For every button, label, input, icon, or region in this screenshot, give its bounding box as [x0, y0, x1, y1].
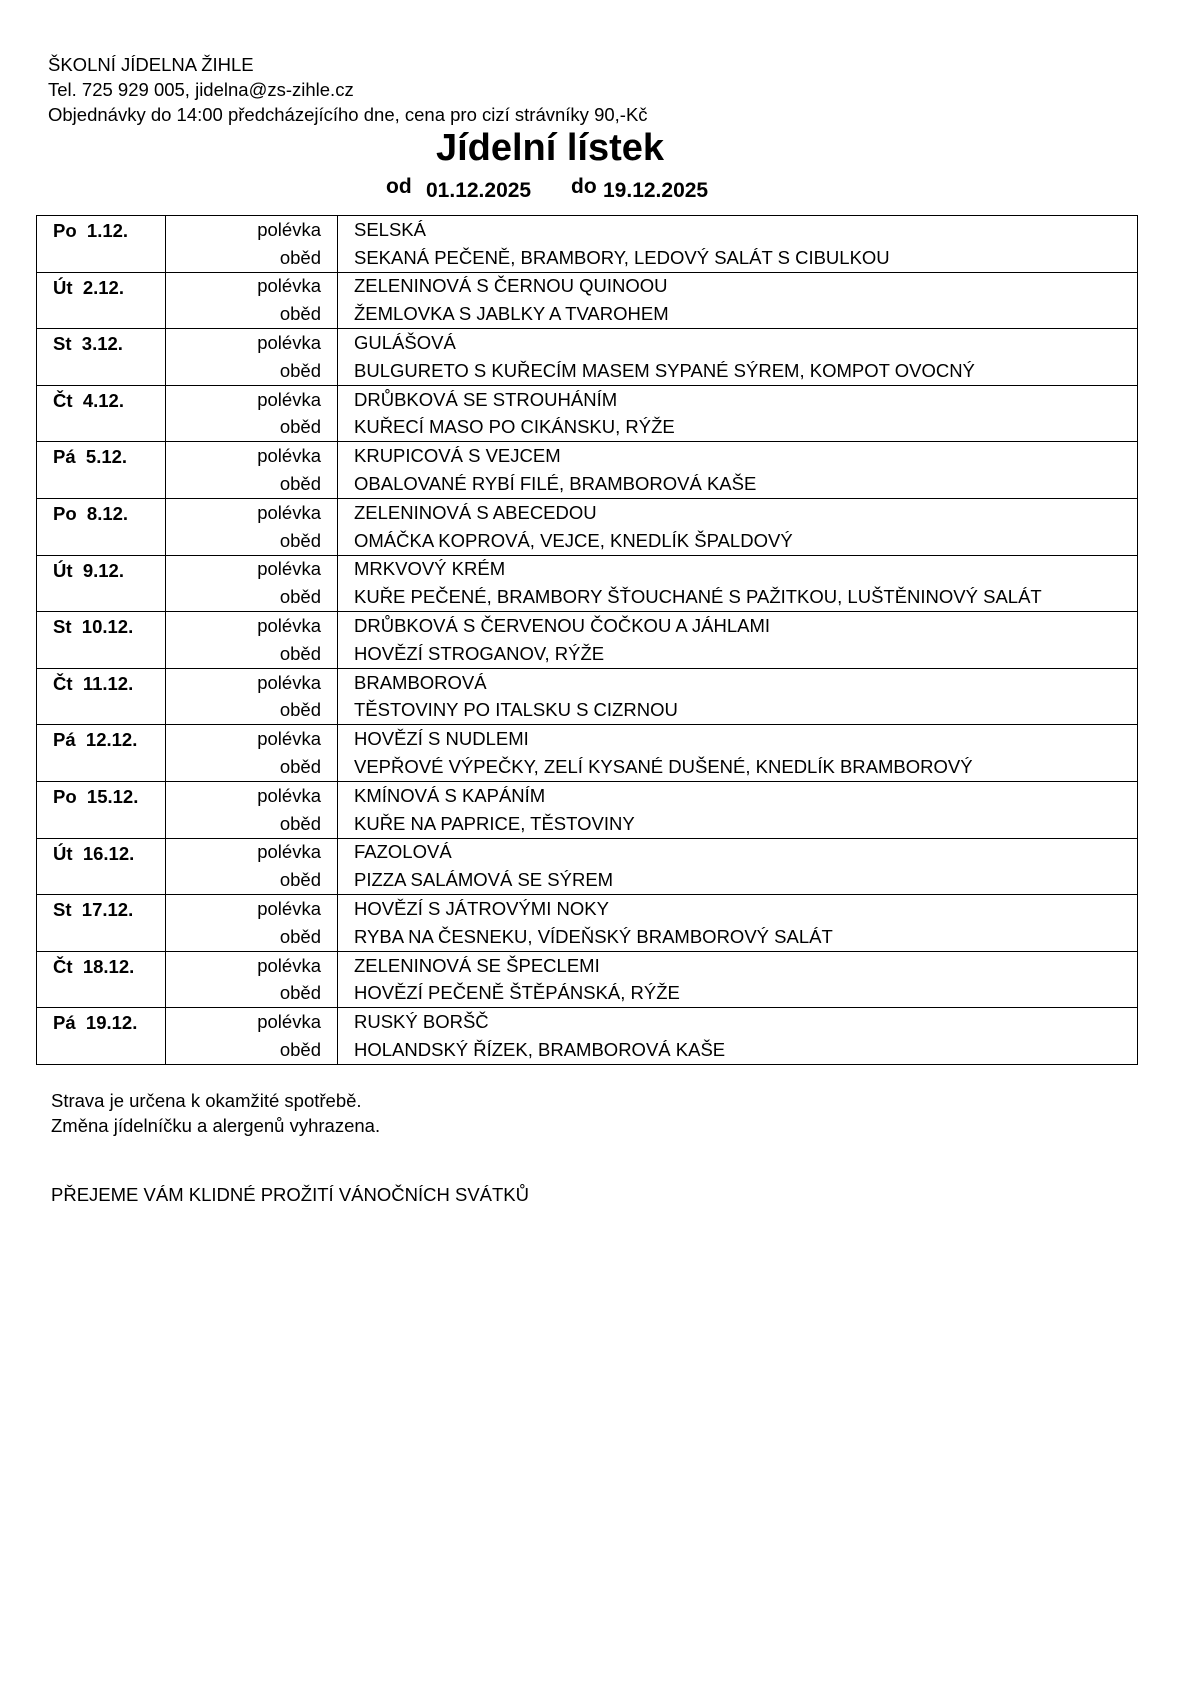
day-cell: [37, 272, 166, 329]
day-cell: [37, 612, 166, 669]
day-cell: [37, 781, 166, 838]
order-info: Objednávky do 14:00 předcházejícího dne, cena pro cizí strávníky 90,-Kč: [48, 104, 648, 125]
lunch-dish: KUŘECÍ MASO PO CIKÁNSKU, RÝŽE: [338, 414, 1138, 442]
day-cell: [37, 498, 166, 555]
lunch-label: oběd: [166, 980, 338, 1008]
lunch-dish: PIZZA SALÁMOVÁ SE SÝREM: [338, 866, 1138, 894]
menu-day-row: [37, 555, 1138, 583]
lunch-label: oběd: [166, 866, 338, 894]
soup-dish: KMÍNOVÁ S KAPÁNÍM: [338, 781, 1138, 809]
day-abbrev: St: [53, 616, 72, 638]
menu-lunch-row: [37, 357, 1138, 385]
day-date: 8.12.: [86, 502, 129, 524]
menu-lunch-row: [37, 527, 1138, 555]
soup-dish: FAZOLOVÁ: [338, 838, 1138, 866]
day-date: 16.12.: [82, 842, 135, 864]
menu-table: [36, 215, 1138, 1065]
soup-label: polévka: [166, 498, 338, 526]
soup-label: polévka: [166, 1008, 338, 1036]
day-cell: [37, 442, 166, 499]
soup-label: polévka: [166, 668, 338, 696]
lunch-label: oběd: [166, 923, 338, 951]
lunch-dish: RYBA NA ČESNEKU, VÍDEŇSKÝ BRAMBOROVÝ SALÁT: [338, 923, 1138, 951]
soup-dish: BRAMBOROVÁ: [338, 668, 1138, 696]
day-date: 19.12.: [85, 1012, 138, 1034]
lunch-dish: OMÁČKA KOPROVÁ, VEJCE, KNEDLÍK ŠPALDOVÝ: [338, 527, 1138, 555]
lunch-label: oběd: [166, 414, 338, 442]
contact-line: Tel. 725 929 005, jidelna@zs-zihle.cz: [48, 79, 354, 100]
soup-dish: ZELENINOVÁ S ABECEDOU: [338, 498, 1138, 526]
day-cell: [37, 895, 166, 952]
menu-day-row: [37, 216, 1138, 244]
footer-notes: [51, 1088, 380, 1138]
day-abbrev: Út: [53, 559, 73, 581]
canteen-header: [48, 52, 648, 127]
lunch-dish: TĚSTOVINY PO ITALSKU S CIZRNOU: [338, 697, 1138, 725]
menu-day-row: [37, 951, 1138, 979]
day-abbrev: Po: [53, 785, 77, 807]
soup-dish: DRŮBKOVÁ SE STROUHÁNÍM: [338, 385, 1138, 413]
day-date: 9.12.: [82, 559, 124, 581]
soup-label: polévka: [166, 612, 338, 640]
menu-lunch-row: [37, 810, 1138, 838]
day-cell: [37, 1008, 166, 1065]
day-date: 17.12.: [81, 899, 134, 921]
lunch-label: oběd: [166, 470, 338, 498]
soup-dish: ZELENINOVÁ SE ŠPECLEMI: [338, 951, 1138, 979]
menu-day-row: [37, 385, 1138, 413]
menu-day-row: [37, 838, 1138, 866]
menu-day-row: [37, 1008, 1138, 1036]
soup-label: polévka: [166, 725, 338, 753]
day-abbrev: Út: [53, 276, 73, 298]
soup-dish: SELSKÁ: [338, 216, 1138, 244]
menu-day-row: [37, 442, 1138, 470]
page-title: Jídelní lístek: [435, 127, 665, 169]
menu-day-row: [37, 612, 1138, 640]
soup-dish: DRŮBKOVÁ S ČERVENOU ČOČKOU A JÁHLAMI: [338, 612, 1138, 640]
day-date: 1.12.: [86, 220, 129, 241]
day-abbrev: Čt: [53, 672, 73, 694]
menu-day-row: [37, 329, 1138, 357]
soup-dish: GULÁŠOVÁ: [338, 329, 1138, 357]
menu-day-row: [37, 498, 1138, 526]
soup-label: polévka: [166, 895, 338, 923]
lunch-dish: ŽEMLOVKA S JABLKY A TVAROHEM: [338, 300, 1138, 328]
day-abbrev: St: [53, 899, 72, 921]
day-cell: [37, 668, 166, 725]
soup-label: polévka: [166, 781, 338, 809]
day-cell: [37, 725, 166, 782]
day-abbrev: Po: [53, 502, 77, 524]
soup-label: polévka: [166, 272, 338, 300]
day-cell: [37, 951, 166, 1008]
lunch-dish: KUŘE PEČENÉ, BRAMBORY ŠŤOUCHANÉ S PAŽITKOU, LUŠTĚNINOVÝ SALÁT: [338, 583, 1138, 611]
menu-lunch-row: [37, 753, 1138, 781]
lunch-dish: VEPŘOVÉ VÝPEČKY, ZELÍ KYSANÉ DUŠENÉ, KNEDLÍK BRAMBOROVÝ: [338, 753, 1138, 781]
day-cell: [37, 216, 166, 273]
menu-day-row: [37, 781, 1138, 809]
holiday-greeting: PŘEJEME VÁM KLIDNÉ PROŽITÍ VÁNOČNÍCH SVÁTKŮ: [51, 1184, 529, 1205]
day-date: 4.12.: [82, 389, 124, 411]
lunch-label: oběd: [166, 357, 338, 385]
day-abbrev: Čt: [53, 389, 73, 411]
soup-label: polévka: [166, 555, 338, 583]
soup-dish: KRUPICOVÁ S VEJCEM: [338, 442, 1138, 470]
period-to-label: do: [571, 175, 597, 198]
lunch-label: oběd: [166, 527, 338, 555]
footer-note-consumption: Strava je určena k okamžité spotřebě.: [51, 1090, 362, 1111]
lunch-dish: KUŘE NA PAPRICE, TĚSTOVINY: [338, 810, 1138, 838]
day-abbrev: Po: [53, 220, 77, 241]
lunch-label: oběd: [166, 1036, 338, 1064]
day-date: 3.12.: [81, 333, 123, 355]
soup-dish: HOVĚZÍ S JÁTROVÝMI NOKY: [338, 895, 1138, 923]
lunch-label: oběd: [166, 300, 338, 328]
day-date: 12.12.: [85, 729, 138, 751]
day-abbrev: Út: [53, 842, 73, 864]
soup-dish: ZELENINOVÁ S ČERNOU QUINOOU: [338, 272, 1138, 300]
soup-label: polévka: [166, 442, 338, 470]
day-date: 2.12.: [82, 276, 124, 298]
lunch-label: oběd: [166, 697, 338, 725]
menu-lunch-row: [37, 300, 1138, 328]
lunch-dish: BULGURETO S KUŘECÍM MASEM SYPANÉ SÝREM, KOMPOT OVOCNÝ: [338, 357, 1138, 385]
menu-lunch-row: [37, 866, 1138, 894]
day-cell: [37, 555, 166, 612]
soup-dish: MRKVOVÝ KRÉM: [338, 555, 1138, 583]
day-abbrev: Pá: [53, 446, 76, 468]
day-cell: [37, 838, 166, 895]
lunch-dish: HOVĚZÍ PEČENĚ ŠTĚPÁNSKÁ, RÝŽE: [338, 980, 1138, 1008]
day-date: 11.12.: [82, 672, 134, 694]
day-abbrev: Pá: [53, 729, 76, 751]
menu-lunch-row: [37, 470, 1138, 498]
menu-lunch-row: [37, 244, 1138, 272]
day-abbrev: St: [53, 333, 72, 355]
day-date: 18.12.: [82, 955, 135, 977]
footer-note-changes: Změna jídelníčku a alergenů vyhrazena.: [51, 1115, 381, 1136]
menu-day-row: [37, 895, 1138, 923]
soup-label: polévka: [166, 329, 338, 357]
lunch-dish: HOLANDSKÝ ŘÍZEK, BRAMBOROVÁ KAŠE: [338, 1036, 1138, 1064]
period-from-date: 01.12.2025: [426, 179, 532, 202]
lunch-label: oběd: [166, 583, 338, 611]
soup-label: polévka: [166, 216, 338, 244]
menu-lunch-row: [37, 1036, 1138, 1064]
lunch-label: oběd: [166, 753, 338, 781]
lunch-label: oběd: [166, 640, 338, 668]
canteen-name: ŠKOLNÍ JÍDELNA ŽIHLE: [48, 54, 254, 75]
day-cell: [37, 385, 166, 442]
day-abbrev: Čt: [53, 955, 73, 977]
lunch-label: oběd: [166, 810, 338, 838]
lunch-dish: OBALOVANÉ RYBÍ FILÉ, BRAMBOROVÁ KAŠE: [338, 470, 1138, 498]
soup-dish: HOVĚZÍ S NUDLEMI: [338, 725, 1138, 753]
menu-lunch-row: [37, 697, 1138, 725]
day-cell: [37, 329, 166, 386]
day-date: 10.12.: [81, 616, 134, 638]
lunch-dish: SEKANÁ PEČENĚ, BRAMBORY, LEDOVÝ SALÁT S CIBULKOU: [338, 244, 1138, 272]
menu-lunch-row: [37, 640, 1138, 668]
menu-day-row: [37, 272, 1138, 300]
lunch-label: oběd: [166, 244, 338, 272]
lunch-dish: HOVĚZÍ STROGANOV, RÝŽE: [338, 640, 1138, 668]
menu-lunch-row: [37, 583, 1138, 611]
menu-day-row: [37, 668, 1138, 696]
soup-label: polévka: [166, 838, 338, 866]
period-from-label: od: [386, 175, 412, 198]
soup-label: polévka: [166, 951, 338, 979]
day-date: 5.12.: [85, 446, 128, 468]
menu-lunch-row: [37, 414, 1138, 442]
day-abbrev: Pá: [53, 1012, 76, 1034]
soup-dish: RUSKÝ BORŠČ: [338, 1008, 1138, 1036]
menu-day-row: [37, 725, 1138, 753]
soup-label: polévka: [166, 385, 338, 413]
menu-lunch-row: [37, 980, 1138, 1008]
day-date: 15.12.: [86, 785, 139, 807]
menu-lunch-row: [37, 923, 1138, 951]
period-to-date: 19.12.2025: [603, 179, 709, 202]
